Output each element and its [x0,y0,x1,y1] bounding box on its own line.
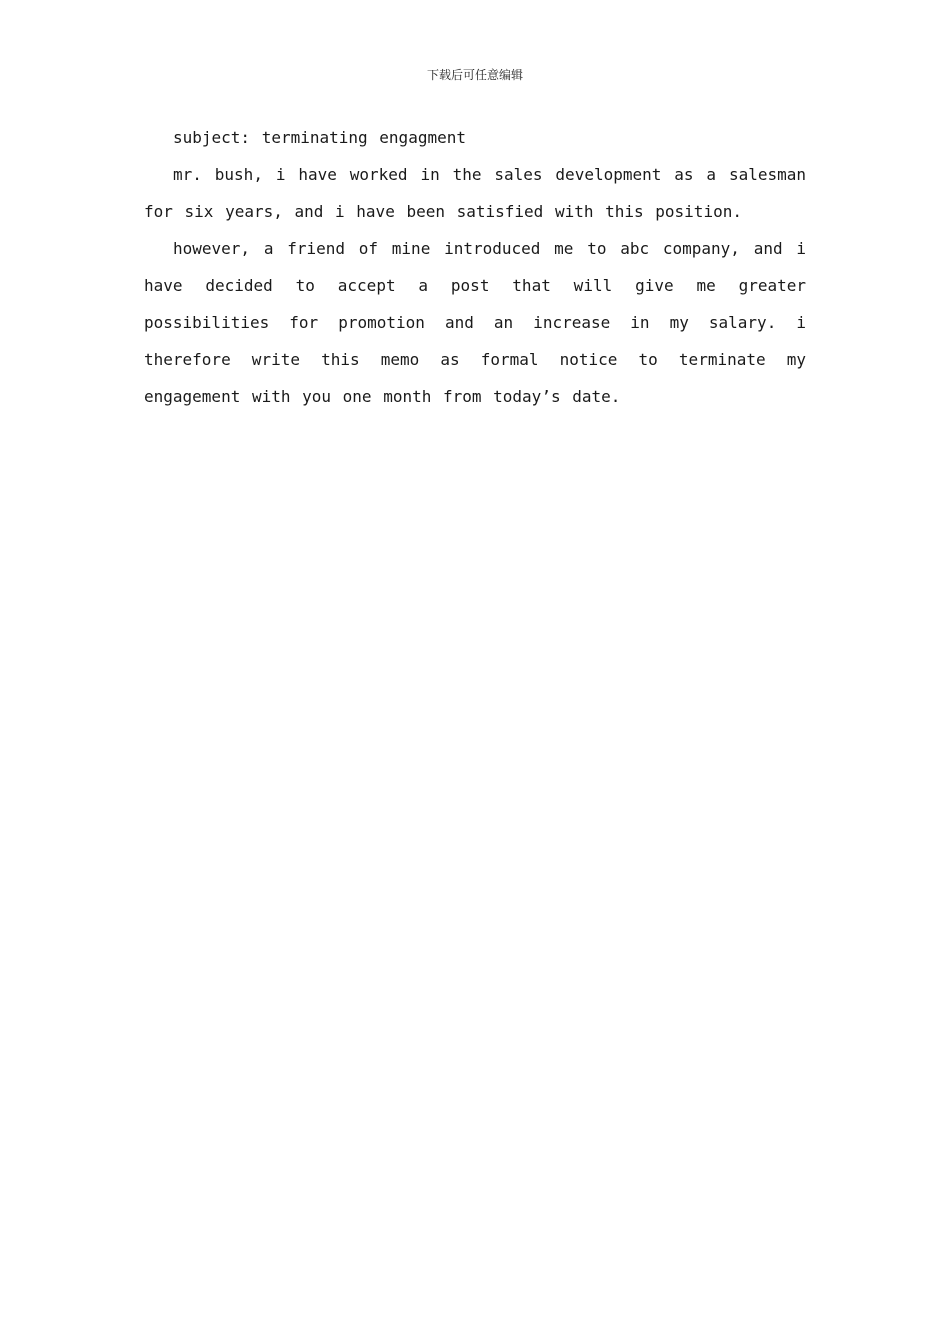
memo-paragraph-1: mr. bush, i have worked in the sales development as a salesman for six years, and i have been satisfied with this position. [144,165,806,221]
memo-body [144,124,806,415]
memo-paragraph-2: however, a friend of mine introduced me to abc company, and i have decided to accept a post that will give me greater possibilities for promotion and an increase in my salary. i therefore write this memo as formal notice to terminate my engagement with you one month from today’s date. [144,239,806,406]
memo-subject: subject: terminating engagment [173,128,466,147]
header-note: 下载后可任意编辑 [426,68,523,82]
